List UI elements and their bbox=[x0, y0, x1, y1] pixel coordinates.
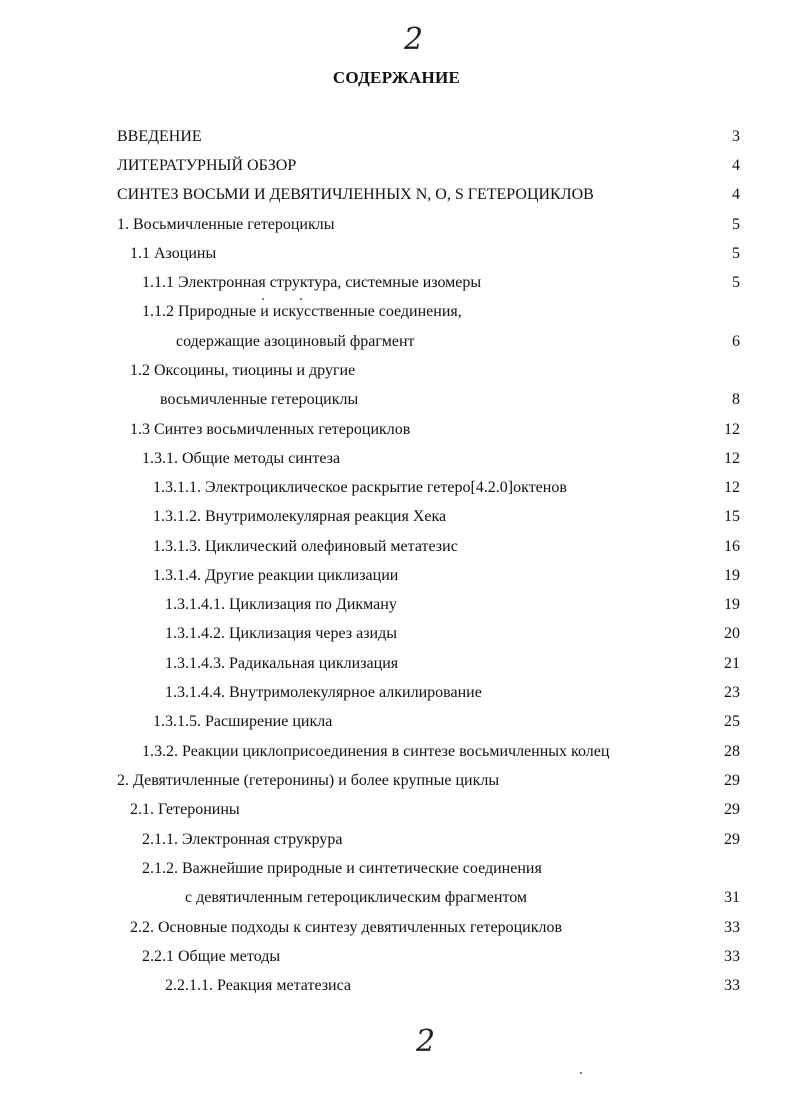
toc-page-number: 21 bbox=[724, 655, 740, 672]
toc-page-number: 12 bbox=[724, 479, 740, 496]
toc-entry: ВВЕДЕНИЕ bbox=[117, 128, 202, 145]
toc-page-number: 29 bbox=[724, 831, 740, 848]
toc-page-number: 15 bbox=[724, 508, 740, 525]
toc-page-number: 33 bbox=[724, 977, 740, 994]
toc-entry: 2.2.1.1. Реакция метатезиса bbox=[165, 977, 352, 994]
toc-entry: восьмичленные гетероциклы bbox=[160, 391, 359, 408]
toc-entry: 1.3.1. Общие методы синтеза bbox=[142, 450, 341, 467]
toc-entry: 2.2.1 Общие методы bbox=[142, 948, 281, 965]
toc-page-number: 33 bbox=[724, 919, 740, 936]
toc-page-number: 25 bbox=[724, 713, 740, 730]
toc-entry: 1.3.1.5. Расширение цикла bbox=[153, 713, 333, 730]
toc-entry: 1.1 Азоцины bbox=[130, 245, 217, 262]
toc-entry: 1.3.1.3. Циклический олефиновый метатезис bbox=[153, 538, 458, 555]
toc-page-number: 6 bbox=[732, 333, 740, 350]
toc-entry: 1.1.2 Природные и искусственные соединения, bbox=[142, 303, 462, 320]
toc-entry: 1.3.1.4.3. Радикальная циклизация bbox=[165, 655, 399, 672]
toc-page-number: 4 bbox=[732, 186, 740, 203]
toc-page-number: 33 bbox=[724, 948, 740, 965]
toc-entry: СИНТЕЗ ВОСЬМИ И ДЕВЯТИЧЛЕННЫХ N, O, S ГЕТЕРОЦИКЛОВ bbox=[117, 186, 594, 203]
handwritten-page-number-bottom: 2 bbox=[416, 1024, 436, 1059]
toc-page-number: 20 bbox=[724, 625, 740, 642]
toc-entry: 1.3.1.4.2. Циклизация через азиды bbox=[165, 625, 397, 642]
toc-page-number: 5 bbox=[732, 245, 740, 262]
toc-page-number: 28 bbox=[724, 743, 740, 760]
scan-speck bbox=[580, 1072, 582, 1074]
toc-entry: ЛИТЕРАТУРНЫЙ ОБЗОР bbox=[117, 157, 297, 174]
toc-entry: 2.2. Основные подходы к синтезу девятичленных гетероциклов bbox=[130, 919, 563, 936]
toc-entry: 2.1.1. Электронная струкрура bbox=[142, 831, 343, 848]
toc-page-number: 5 bbox=[732, 274, 740, 291]
toc-entry: 1.3.2. Реакции циклоприсоединения в синтезе восьмичленных колец bbox=[142, 743, 610, 760]
toc-page-number: 19 bbox=[724, 567, 740, 584]
toc-entry: 1.3.1.4.4. Внутримолекулярное алкилирование bbox=[165, 684, 482, 701]
toc-page-number: 5 bbox=[732, 216, 740, 233]
toc-page-number: 3 bbox=[732, 128, 740, 145]
toc-entry: с девятичленным гетероциклическим фрагментом bbox=[185, 889, 528, 906]
toc-entry: 1.1.1 Электронная структура, системные изомеры bbox=[142, 274, 482, 291]
toc-entry: 1.3.1.4.1. Циклизация по Дикману bbox=[165, 596, 397, 613]
page-title: СОДЕРЖАНИЕ bbox=[332, 68, 461, 87]
toc-page-number: 19 bbox=[724, 596, 740, 613]
toc-page-number: 16 bbox=[724, 538, 740, 555]
toc-page-number: 23 bbox=[724, 684, 740, 701]
toc-entry: 2.1. Гетеронины bbox=[130, 801, 240, 818]
toc-entry: 2.1.2. Важнейшие природные и синтетические соединения bbox=[142, 860, 542, 877]
toc-page-number: 29 bbox=[724, 801, 740, 818]
toc-page-number: 12 bbox=[724, 421, 740, 438]
toc-entry: 1.3.1.4. Другие реакции циклизации bbox=[153, 567, 399, 584]
scan-speck bbox=[300, 298, 302, 300]
toc-entry: 1.3 Синтез восьмичленных гетероциклов bbox=[130, 421, 411, 438]
toc-entry: 1. Восьмичленные гетероциклы bbox=[117, 216, 335, 233]
handwritten-page-number-top: 2 bbox=[404, 22, 424, 57]
toc-entry: 2. Девятичленные (гетеронины) и более крупные циклы bbox=[117, 772, 500, 789]
toc-page-number: 29 bbox=[724, 772, 740, 789]
scan-speck bbox=[262, 298, 264, 300]
toc-entry: 1.3.1.1. Электроциклическое раскрытие гетеро[4.2.0]октенов bbox=[153, 479, 567, 496]
toc-entry: 1.3.1.2. Внутримолекулярная реакция Хека bbox=[153, 508, 447, 525]
toc-entry: содержащие азоциновый фрагмент bbox=[176, 333, 415, 350]
toc-page-number: 8 bbox=[732, 391, 740, 408]
toc-entry: 1.2 Оксоцины, тиоцины и другие bbox=[130, 362, 356, 379]
toc-page-number: 4 bbox=[732, 157, 740, 174]
toc-page-number: 31 bbox=[724, 889, 740, 906]
toc-page-number: 12 bbox=[724, 450, 740, 467]
